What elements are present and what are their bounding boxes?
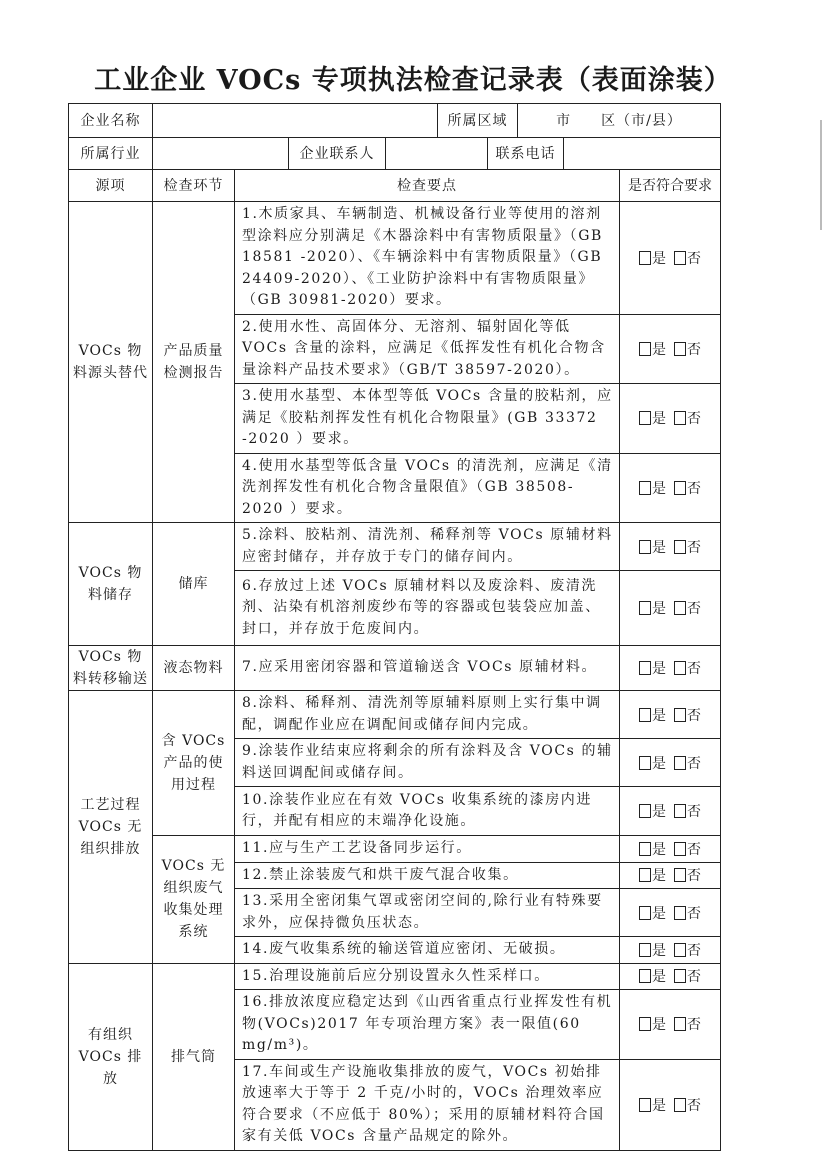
checkbox-icon[interactable] (674, 708, 686, 722)
compliance-no-option[interactable] (674, 868, 701, 884)
region-label: 所属区域 (438, 104, 518, 138)
stage-cell: 储库 (153, 523, 235, 646)
check-point-text: 1.木质家具、车辆制造、机械设备行业等使用的溶剂型涂料应分别满足《木器涂料中有害物质限量》（GB 18581 -2020）、《车辆涂料中有害物质限量》（GB 24409-2020）、《工业防护涂料中有害物质限量》（GB 30981-2020）要求。 (235, 202, 620, 315)
stage-cell: 产品质量检测报告 (153, 202, 235, 523)
checklist-row (69, 646, 721, 691)
company-contact-table (68, 137, 721, 170)
compliance-no-option[interactable] (674, 943, 701, 959)
compliance-yes-option[interactable] (639, 842, 666, 858)
contact-field[interactable] (386, 138, 488, 170)
stage-cell: 排气筒 (153, 963, 235, 1150)
checklist-row (69, 836, 721, 863)
compliance-yes-option[interactable] (639, 868, 666, 884)
compliance-no-label: 否 (687, 539, 701, 556)
compliance-no-option[interactable] (674, 251, 701, 267)
checkbox-icon[interactable] (639, 481, 651, 495)
compliance-no-option[interactable] (674, 1098, 701, 1114)
check-point-text: 3.使用水基型、本体型等低 VOCs 含量的胶粘剂，应满足《胶粘剂挥发性有机化合物限量》(GB 33372 -2020 ）要求。 (235, 384, 620, 454)
check-point-text: 4.使用水基型等低含量 VOCs 的清洗剂，应满足《清洗剂挥发性有机化合物含量限值》（GB 38508-2020 ）要求。 (235, 453, 620, 523)
compliance-no-label: 否 (687, 341, 701, 358)
checkbox-icon[interactable] (639, 969, 651, 983)
source-cell: 有组织 VOCs 排放 (69, 963, 153, 1150)
checkbox-icon[interactable] (674, 969, 686, 983)
checkbox-icon[interactable] (674, 411, 686, 425)
compliance-yes-label: 是 (652, 250, 666, 267)
compliance-yes-option[interactable] (639, 481, 666, 497)
header-points: 检查要点 (235, 170, 620, 202)
compliance-no-label: 否 (687, 942, 701, 959)
compliance-yes-label: 是 (652, 755, 666, 772)
checkbox-icon[interactable] (639, 661, 651, 675)
checkbox-icon[interactable] (639, 251, 651, 265)
compliance-cell (620, 787, 721, 836)
compliance-yes-label: 是 (652, 661, 666, 677)
compliance-no-label: 否 (687, 755, 701, 772)
checkbox-icon[interactable] (674, 842, 686, 856)
checkbox-icon[interactable] (674, 1098, 686, 1112)
source-cell: 工艺过程 VOCs 无组织排放 (69, 691, 153, 964)
compliance-no-label: 否 (687, 905, 701, 922)
checklist-table (68, 169, 721, 1151)
checkbox-icon[interactable] (639, 804, 651, 818)
compliance-no-option[interactable] (674, 906, 701, 922)
compliance-cell (620, 202, 721, 315)
compliance-no-option[interactable] (674, 804, 701, 820)
stage-cell: 含 VOCs 产品的使用过程 (153, 691, 235, 836)
compliance-no-option[interactable] (674, 969, 701, 985)
compliance-yes-option[interactable] (639, 708, 666, 724)
source-cell: VOCs 物料储存 (69, 523, 153, 646)
checkbox-icon[interactable] (639, 1098, 651, 1112)
compliance-no-label: 否 (687, 250, 701, 267)
compliance-cell (620, 523, 721, 571)
compliance-cell (620, 646, 721, 691)
scan-artifact (820, 120, 822, 230)
compliance-yes-option[interactable] (639, 906, 666, 922)
compliance-yes-option[interactable] (639, 804, 666, 820)
header-compliance: 是否符合要求 (620, 170, 721, 202)
compliance-no-label: 否 (687, 1017, 701, 1034)
compliance-yes-option[interactable] (639, 1017, 666, 1033)
checkbox-icon[interactable] (639, 868, 651, 882)
company-name-field[interactable] (153, 104, 438, 138)
compliance-no-label: 否 (687, 480, 701, 497)
check-point-text: 2.使用水性、高固体分、无溶剂、辐射固化等低 VOCs 含量的涂料，应满足《低挥发性有机化合物含量涂料产品技术要求》（GB/T 38597-2020）。 (235, 314, 620, 384)
compliance-no-option[interactable] (674, 661, 701, 677)
compliance-no-option[interactable] (674, 481, 701, 497)
phone-label: 联系电话 (488, 138, 564, 170)
checklist-header-row (69, 170, 721, 202)
compliance-cell (620, 889, 721, 937)
checkbox-icon[interactable] (639, 906, 651, 920)
compliance-no-option[interactable] (674, 1017, 701, 1033)
checkbox-icon[interactable] (674, 804, 686, 818)
checklist-row (69, 202, 721, 315)
checkbox-icon[interactable] (674, 943, 686, 957)
industry-field[interactable] (153, 138, 289, 170)
check-point-text: 8.涂料、稀释剂、清洗剂等原辅料原则上实行集中调配，调配作业应在调配间或储存间内完成。 (235, 691, 620, 739)
stage-cell: 液态物料 (153, 646, 235, 691)
checkbox-icon[interactable] (674, 481, 686, 495)
compliance-no-label: 否 (687, 661, 701, 677)
source-cell: VOCs 物料源头替代 (69, 202, 153, 523)
compliance-yes-label: 是 (652, 868, 666, 885)
checkbox-icon[interactable] (674, 601, 686, 615)
checkbox-icon[interactable] (639, 1017, 651, 1031)
compliance-yes-label: 是 (652, 969, 666, 986)
compliance-cell (620, 937, 721, 964)
compliance-yes-label: 是 (652, 1097, 666, 1114)
check-point-text: 16.排放浓度应稳定达到《山西省重点行业挥发性有机物(VOCs)2017 年专项治理方案》表一限值(60 mg/m³)。 (235, 990, 620, 1060)
checkbox-icon[interactable] (639, 943, 651, 957)
checkbox-icon[interactable] (639, 540, 651, 554)
checkbox-icon[interactable] (639, 708, 651, 722)
compliance-yes-label: 是 (652, 804, 666, 820)
check-point-text: 12.禁止涂装废气和烘干废气混合收集。 (235, 862, 620, 889)
compliance-yes-option[interactable] (639, 601, 666, 617)
compliance-no-label: 否 (687, 868, 701, 885)
checkbox-icon[interactable] (639, 342, 651, 356)
check-point-text: 10.涂装作业应在有效 VOCs 收集系统的漆房内进行，并配有相应的末端净化设施。 (235, 787, 620, 836)
compliance-yes-label: 是 (652, 707, 666, 724)
stage-cell: VOCs 无组织废气收集处理系统 (153, 836, 235, 964)
checkbox-icon[interactable] (674, 540, 686, 554)
compliance-yes-option[interactable] (639, 411, 666, 427)
compliance-no-option[interactable] (674, 342, 701, 358)
check-point-text: 7.应采用密闭容器和管道输送含 VOCs 原辅材料。 (235, 646, 620, 691)
compliance-no-option[interactable] (674, 601, 701, 617)
checkbox-icon[interactable] (639, 601, 651, 615)
checkbox-icon[interactable] (674, 342, 686, 356)
compliance-yes-label: 是 (652, 942, 666, 959)
compliance-no-option[interactable] (674, 842, 701, 858)
compliance-cell (620, 862, 721, 889)
checklist-row (69, 691, 721, 739)
compliance-yes-option[interactable] (639, 969, 666, 985)
compliance-yes-label: 是 (652, 601, 666, 617)
checkbox-icon[interactable] (639, 411, 651, 425)
page-title: 工业企业 VOCs 专项执法检查记录表（表面涂装） (94, 65, 732, 96)
company-name-label: 企业名称 (69, 104, 153, 138)
check-point-text: 6.存放过上述 VOCs 原辅材料以及废涂料、废清洗剂、沾染有机溶剂废纱布等的容器或包装袋应加盖、封口，并存放于危废间内。 (235, 571, 620, 646)
compliance-no-option[interactable] (674, 540, 701, 556)
checkbox-icon[interactable] (674, 1017, 686, 1031)
check-point-text: 14.废气收集系统的输送管道应密闭、无破损。 (235, 937, 620, 964)
compliance-cell (620, 1059, 721, 1150)
compliance-cell (620, 739, 721, 787)
compliance-yes-option[interactable] (639, 661, 666, 677)
contact-label: 企业联系人 (289, 138, 386, 170)
checkbox-icon[interactable] (674, 906, 686, 920)
compliance-yes-option[interactable] (639, 540, 666, 556)
checklist-row (69, 523, 721, 571)
compliance-no-label: 否 (687, 1097, 701, 1114)
compliance-no-option[interactable] (674, 756, 701, 772)
checkbox-icon[interactable] (639, 756, 651, 770)
compliance-no-option[interactable] (674, 411, 701, 427)
checkbox-icon[interactable] (639, 842, 651, 856)
compliance-no-option[interactable] (674, 708, 701, 724)
compliance-yes-option[interactable] (639, 1098, 666, 1114)
compliance-cell (620, 691, 721, 739)
check-point-text: 15.治理设施前后应分别设置永久性采样口。 (235, 963, 620, 990)
compliance-yes-label: 是 (652, 841, 666, 858)
checkbox-icon[interactable] (674, 868, 686, 882)
compliance-cell (620, 384, 721, 454)
compliance-cell (620, 453, 721, 523)
compliance-yes-label: 是 (652, 480, 666, 497)
compliance-yes-label: 是 (652, 539, 666, 556)
compliance-cell (620, 314, 721, 384)
header-stage: 检查环节 (153, 170, 235, 202)
compliance-yes-option[interactable] (639, 342, 666, 358)
compliance-no-label: 否 (687, 411, 701, 428)
check-point-text: 13.采用全密闭集气罩或密闭空间的,除行业有特殊要求外，应保持微负压状态。 (235, 889, 620, 937)
check-point-text: 11.应与生产工艺设备同步运行。 (235, 836, 620, 863)
checkbox-icon[interactable] (674, 756, 686, 770)
compliance-yes-option[interactable] (639, 251, 666, 267)
compliance-yes-label: 是 (652, 1017, 666, 1034)
compliance-yes-option[interactable] (639, 756, 666, 772)
compliance-no-label: 否 (687, 969, 701, 986)
header-source: 源项 (69, 170, 153, 202)
compliance-cell (620, 836, 721, 863)
checkbox-icon[interactable] (674, 251, 686, 265)
check-point-text: 17.车间或生产设施收集排放的废气，VOCs 初始排放速率大于等于 2 千克/小时的，VOCs 治理效率应符合要求（不应低于 80%）；采用的原辅材料符合国家有关低 VOCs 含量产品规定的除外。 (235, 1059, 620, 1150)
compliance-yes-option[interactable] (639, 943, 666, 959)
compliance-no-label: 否 (687, 707, 701, 724)
phone-field[interactable] (564, 138, 721, 170)
region-field[interactable]: 市 区（市/县） (518, 104, 721, 138)
compliance-cell (620, 571, 721, 646)
compliance-cell (620, 990, 721, 1060)
compliance-no-label: 否 (687, 804, 701, 820)
company-info-table (68, 103, 721, 138)
compliance-yes-label: 是 (652, 905, 666, 922)
compliance-yes-label: 是 (652, 411, 666, 428)
compliance-no-label: 否 (687, 601, 701, 617)
check-point-text: 9.涂装作业结束应将剩余的所有涂料及含 VOCs 的辅料送回调配间或储存间。 (235, 739, 620, 787)
compliance-cell (620, 963, 721, 990)
compliance-yes-label: 是 (652, 341, 666, 358)
check-point-text: 5.涂料、胶粘剂、清洗剂、稀释剂等 VOCs 原辅材料应密封储存，并存放于专门的储存间内。 (235, 523, 620, 571)
industry-label: 所属行业 (69, 138, 153, 170)
compliance-no-label: 否 (687, 841, 701, 858)
source-cell: VOCs 物料转移输送 (69, 646, 153, 691)
checkbox-icon[interactable] (674, 661, 686, 675)
checklist-row (69, 963, 721, 990)
